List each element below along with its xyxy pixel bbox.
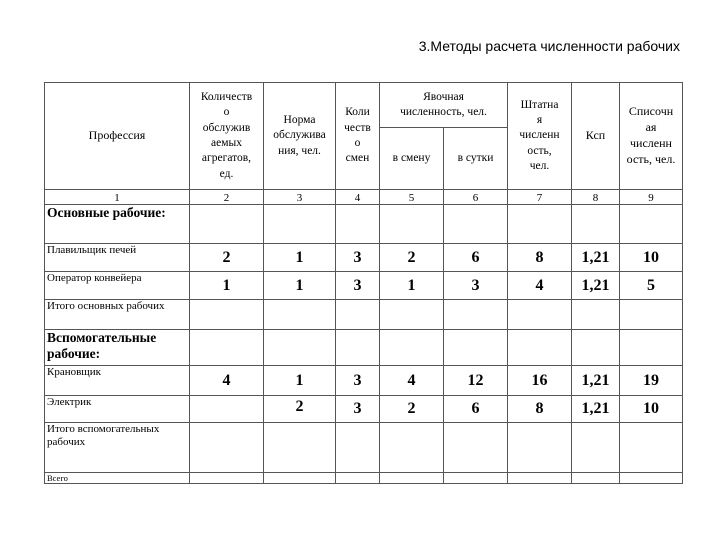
table-row-conveyor-operator: [45, 272, 683, 300]
profession-name: Плавильщик печей: [45, 244, 190, 272]
column-number-row: [45, 190, 683, 205]
staffing-value: 8: [508, 244, 572, 272]
column-number: 7: [508, 190, 572, 205]
header-profession: Профессия: [45, 83, 190, 190]
column-number: 8: [572, 190, 620, 205]
section-row-auxiliary: [45, 330, 683, 366]
ksp-value: 1,21: [572, 366, 620, 396]
total-label-all: Всего: [45, 473, 190, 484]
units-value: 1: [190, 272, 264, 300]
per-day-value: 6: [444, 244, 508, 272]
table-row-crane-operator: [45, 366, 683, 396]
header-service-norm: Норма обслужива ния, чел.: [264, 83, 336, 190]
listed-value: 10: [620, 396, 683, 423]
ksp-value: 1,21: [572, 396, 620, 423]
column-number: 2: [190, 190, 264, 205]
header-attendance: Явочная численность, чел.: [380, 83, 508, 128]
section-label-auxiliary: Вспомогательные рабочие:: [45, 330, 190, 366]
per-shift-value: 1: [380, 272, 444, 300]
staffing-value: 8: [508, 396, 572, 423]
total-label-auxiliary: Итого вспомогательных рабочих: [45, 423, 190, 473]
column-number: 3: [264, 190, 336, 205]
header-ksp: Ксп: [572, 83, 620, 190]
column-number: 1: [45, 190, 190, 205]
column-number: 9: [620, 190, 683, 205]
section-label-main: Основные рабочие:: [45, 205, 190, 244]
listed-value: 5: [620, 272, 683, 300]
norm-value: 1: [264, 366, 336, 396]
per-day-value: 6: [444, 396, 508, 423]
shifts-value: 3: [336, 396, 380, 423]
column-number: 5: [380, 190, 444, 205]
ksp-value: 1,21: [572, 244, 620, 272]
staffing-value: 16: [508, 366, 572, 396]
per-shift-value: 4: [380, 366, 444, 396]
header-units-count: Количеств о обслужив аемых агрегатов, ед.: [190, 83, 264, 190]
per-shift-value: 2: [380, 244, 444, 272]
slide-title: 3.Методы расчета численности рабочих: [418, 38, 680, 54]
header-listed: Списочн ая численн ость, чел.: [620, 83, 683, 190]
listed-value: 10: [620, 244, 683, 272]
shifts-value: 3: [336, 366, 380, 396]
norm-value: 2: [264, 396, 336, 423]
header-per-day: в сутки: [444, 128, 508, 190]
per-day-value: 12: [444, 366, 508, 396]
profession-name: Электрик: [45, 396, 190, 423]
ksp-value: 1,21: [572, 272, 620, 300]
header-row-1: [45, 83, 683, 128]
header-per-shift: в смену: [380, 128, 444, 190]
per-shift-value: 2: [380, 396, 444, 423]
table-row-furnace-melter: [45, 244, 683, 272]
units-value: 4: [190, 366, 264, 396]
units-value: [190, 396, 264, 423]
header-shifts: Коли честв о смен: [336, 83, 380, 190]
section-row-main: [45, 205, 683, 244]
profession-name: Оператор конвейера: [45, 272, 190, 300]
total-row-main: [45, 300, 683, 330]
staffing-value: 4: [508, 272, 572, 300]
column-number: 6: [444, 190, 508, 205]
total-row-all: [45, 473, 683, 484]
norm-value: 1: [264, 272, 336, 300]
units-value: 2: [190, 244, 264, 272]
norm-value: 1: [264, 244, 336, 272]
shifts-value: 3: [336, 244, 380, 272]
header-staffing: Штатна я численн ость, чел.: [508, 83, 572, 190]
total-label-main: Итого основных рабочих: [45, 300, 190, 330]
per-day-value: 3: [444, 272, 508, 300]
listed-value: 19: [620, 366, 683, 396]
table-row-electrician: [45, 396, 683, 423]
shifts-value: 3: [336, 272, 380, 300]
staffing-table: [44, 82, 683, 484]
profession-name: Крановщик: [45, 366, 190, 396]
column-number: 4: [336, 190, 380, 205]
total-row-auxiliary: [45, 423, 683, 473]
